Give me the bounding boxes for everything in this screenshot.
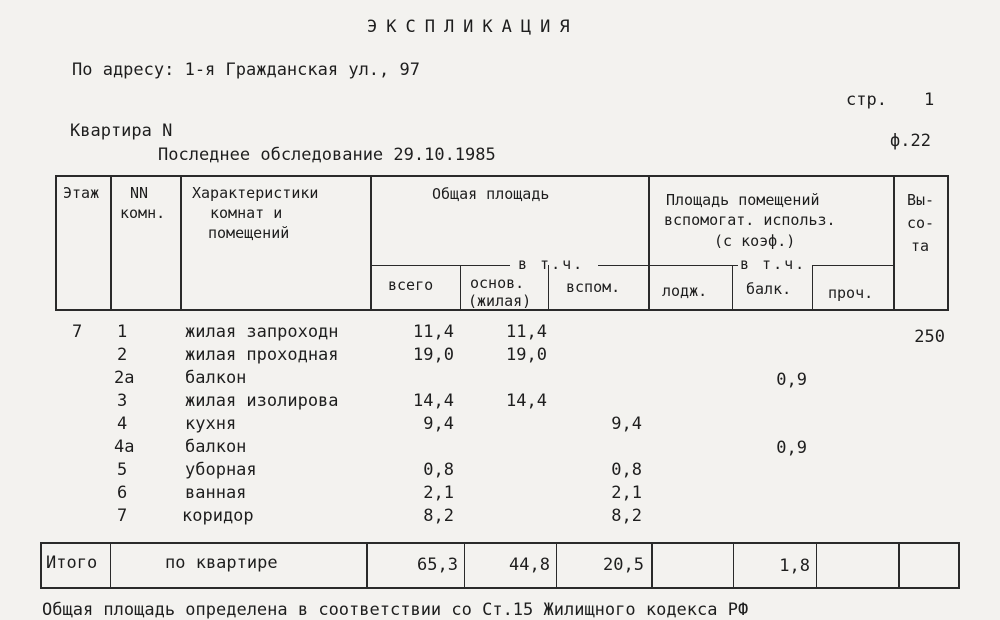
totals-right-border xyxy=(958,542,960,589)
row-nn: 3 xyxy=(117,391,128,411)
totals-all: 65,3 xyxy=(417,555,458,575)
row-all: 8,2 xyxy=(423,506,454,526)
row-name: жилая изолирова xyxy=(185,391,339,411)
totals-divider-8 xyxy=(898,542,900,589)
header-height-3: та xyxy=(911,237,930,255)
subheader-rule-right xyxy=(812,265,894,266)
row-name: кухня xyxy=(185,414,237,434)
page-label: стр. xyxy=(846,90,887,110)
col-divider-7 xyxy=(732,265,733,311)
header-loggia: лодж. xyxy=(662,282,708,300)
header-aux-area-1: Площадь помещений xyxy=(666,191,820,209)
header-balcony: балк. xyxy=(746,280,792,298)
header-total-area: Общая площадь xyxy=(432,185,550,203)
header-height-2: со- xyxy=(907,214,935,232)
row-name: жилая запроходн xyxy=(185,322,339,342)
row-main: 19,0 xyxy=(506,345,547,365)
row-nn: 2а xyxy=(114,368,135,388)
row-name: балкон xyxy=(185,368,247,388)
row-all: 19,0 xyxy=(413,345,454,365)
header-main: основ. xyxy=(470,274,525,292)
totals-divider-4 xyxy=(556,542,557,589)
header-char-1: Характеристики xyxy=(192,184,319,202)
header-left-border xyxy=(55,175,57,311)
header-main-living: (жилая) xyxy=(468,292,532,310)
row-name: жилая проходная xyxy=(185,345,339,365)
totals-label: Итого xyxy=(46,553,98,573)
header-char-3: помещений xyxy=(208,224,290,242)
row-floor: 7 xyxy=(72,322,83,342)
col-divider-4 xyxy=(460,265,461,311)
row-balk: 0,9 xyxy=(776,370,807,390)
row-main: 14,4 xyxy=(506,391,547,411)
header-all: всего xyxy=(388,276,434,294)
totals-bottom-border xyxy=(40,587,960,589)
header-aux-area-3: (с коэф.) xyxy=(714,232,796,250)
header-aux: вспом. xyxy=(566,278,621,296)
header-char-2: комнат и xyxy=(210,204,283,222)
row-aux: 0,8 xyxy=(611,460,642,480)
header-incl-1: в т.ч. xyxy=(518,255,585,273)
totals-main: 44,8 xyxy=(509,555,550,575)
row-all: 0,8 xyxy=(423,460,454,480)
col-divider-6 xyxy=(648,175,650,311)
totals-divider-3 xyxy=(464,542,465,589)
col-divider-3 xyxy=(370,175,372,311)
header-floor: Этаж xyxy=(63,184,100,202)
row-name: коридор xyxy=(182,506,254,526)
row-aux: 2,1 xyxy=(611,483,642,503)
row-all: 14,4 xyxy=(413,391,454,411)
row-nn: 4а xyxy=(114,437,135,457)
row-aux: 9,4 xyxy=(611,414,642,434)
footer-note: Общая площадь определена в соответствии со Ст.15 Жилищного кодекса РФ xyxy=(42,600,749,620)
row-name: балкон xyxy=(185,437,247,457)
form-number: ф.22 xyxy=(890,131,931,151)
header-aux-area-2: вспомогат. использ. xyxy=(664,211,836,229)
header-nn: NN xyxy=(130,184,149,202)
col-divider-2 xyxy=(180,175,182,311)
row-all: 2,1 xyxy=(423,483,454,503)
totals-divider-2 xyxy=(366,542,368,589)
subheader-rule-left xyxy=(370,265,510,266)
header-incl-2: в т.ч. xyxy=(740,255,807,273)
row-name: ванная xyxy=(185,483,247,503)
totals-left-border xyxy=(40,542,42,589)
row-nn: 5 xyxy=(117,460,128,480)
row-nn: 7 xyxy=(117,506,128,526)
address-line: По адресу: 1-я Гражданская ул., 97 xyxy=(72,60,420,80)
header-other: проч. xyxy=(828,284,874,302)
subheader-rule-mid xyxy=(598,265,738,266)
totals-balk: 1,8 xyxy=(779,556,810,576)
row-aux: 8,2 xyxy=(611,506,642,526)
row-nn: 4 xyxy=(117,414,128,434)
header-right-border xyxy=(947,175,949,311)
col-divider-8 xyxy=(812,265,813,311)
row-main: 11,4 xyxy=(506,322,547,342)
header-height-1: Вы- xyxy=(907,191,935,209)
totals-top-border xyxy=(40,542,960,544)
last-survey: Последнее обследование 29.10.1985 xyxy=(158,145,496,165)
row-height: 250 xyxy=(914,327,945,347)
row-nn: 1 xyxy=(117,322,128,342)
row-balk: 0,9 xyxy=(776,438,807,458)
col-divider-1 xyxy=(110,175,112,311)
totals-desc: по квартире xyxy=(165,553,278,573)
row-nn: 2 xyxy=(117,345,128,365)
row-nn: 6 xyxy=(117,483,128,503)
header-room: комн. xyxy=(120,204,166,222)
row-all: 9,4 xyxy=(423,414,454,434)
flat-label: Квартира N xyxy=(70,121,173,141)
page-number: 1 xyxy=(924,90,935,110)
header-top-border xyxy=(55,175,948,177)
col-divider-9 xyxy=(893,175,895,311)
totals-aux: 20,5 xyxy=(603,555,644,575)
totals-divider-1 xyxy=(110,542,111,589)
totals-divider-5 xyxy=(651,542,653,589)
doc-title: ЭКСПЛИКАЦИЯ xyxy=(367,17,579,37)
row-all: 11,4 xyxy=(413,322,454,342)
row-name: уборная xyxy=(185,460,257,480)
totals-divider-6 xyxy=(733,542,734,589)
totals-divider-7 xyxy=(816,542,817,589)
